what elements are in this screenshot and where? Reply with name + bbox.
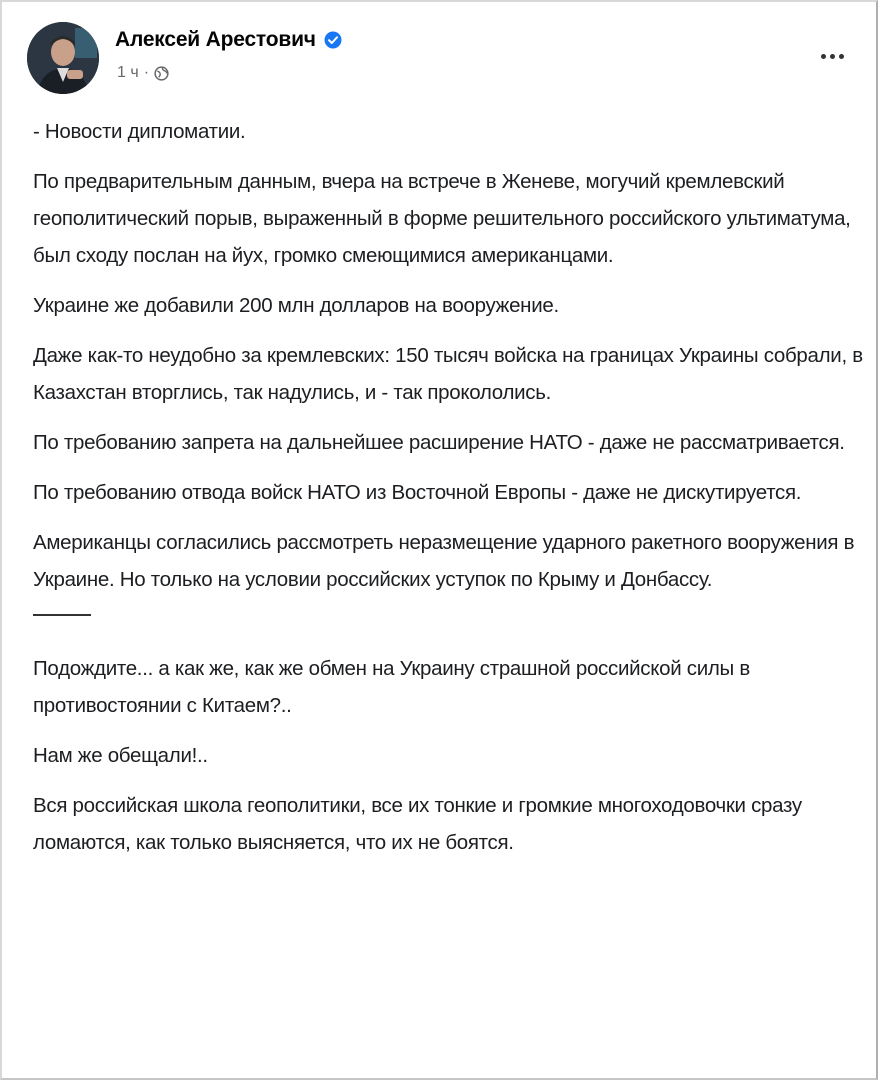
author-name[interactable]: Алексей Арестович [115, 28, 316, 51]
post-paragraph: Даже как-то неудобно за кремлевских: 150 тысяч войска на границах Украины собрали, в Казахстан вторглись, так надулись, и - так прокололись. [33, 344, 863, 404]
post-paragraph: Украине же добавили 200 млн долларов на вооружение. [33, 294, 559, 317]
author-row [115, 28, 342, 52]
post-paragraph: По требованию отвода войск НАТО из Восточной Европы - даже не дискутируется. [33, 481, 802, 504]
post-time[interactable]: 1 ч [117, 64, 139, 81]
globe-icon[interactable] [154, 66, 169, 81]
meta-separator: · [143, 64, 150, 81]
more-options-button[interactable] [812, 44, 852, 68]
avatar[interactable] [27, 22, 99, 94]
post-paragraph: Нам же обещали!.. [33, 744, 208, 767]
post-paragraph: По требованию запрета на дальнейшее расширение НАТО - даже не рассматривается. [33, 431, 845, 454]
post-paragraph: - Новости дипломатии. [33, 120, 246, 143]
post-meta [117, 64, 169, 82]
post-paragraph: По предварительным данным, вчера на встрече в Женеве, могучий кремлевский геополитический порыв, выраженный в форме решительного российского ультиматума, был сходу послан на йух, громко смеющимися американцами. [33, 170, 851, 267]
verified-badge-icon [324, 31, 342, 49]
post-paragraph: Американцы согласились рассмотреть неразмещение ударного ракетного вооружения в Украине. Но только на условии российских уступок по Крыму и Донбассу. [33, 531, 855, 591]
post-body [33, 113, 863, 874]
section-separator [33, 614, 91, 616]
post-paragraph: Вся российская школа геополитики, все их тонкие и громкие многоходовочки сразу ломаются, как только выясняется, что их не боятся. [33, 794, 802, 854]
more-options-icon [821, 54, 826, 59]
avatar-image [27, 22, 99, 94]
post-paragraph: Подождите... а как же, как же обмен на Украину страшной российской силы в противостоянии с Китаем?.. [33, 657, 750, 717]
